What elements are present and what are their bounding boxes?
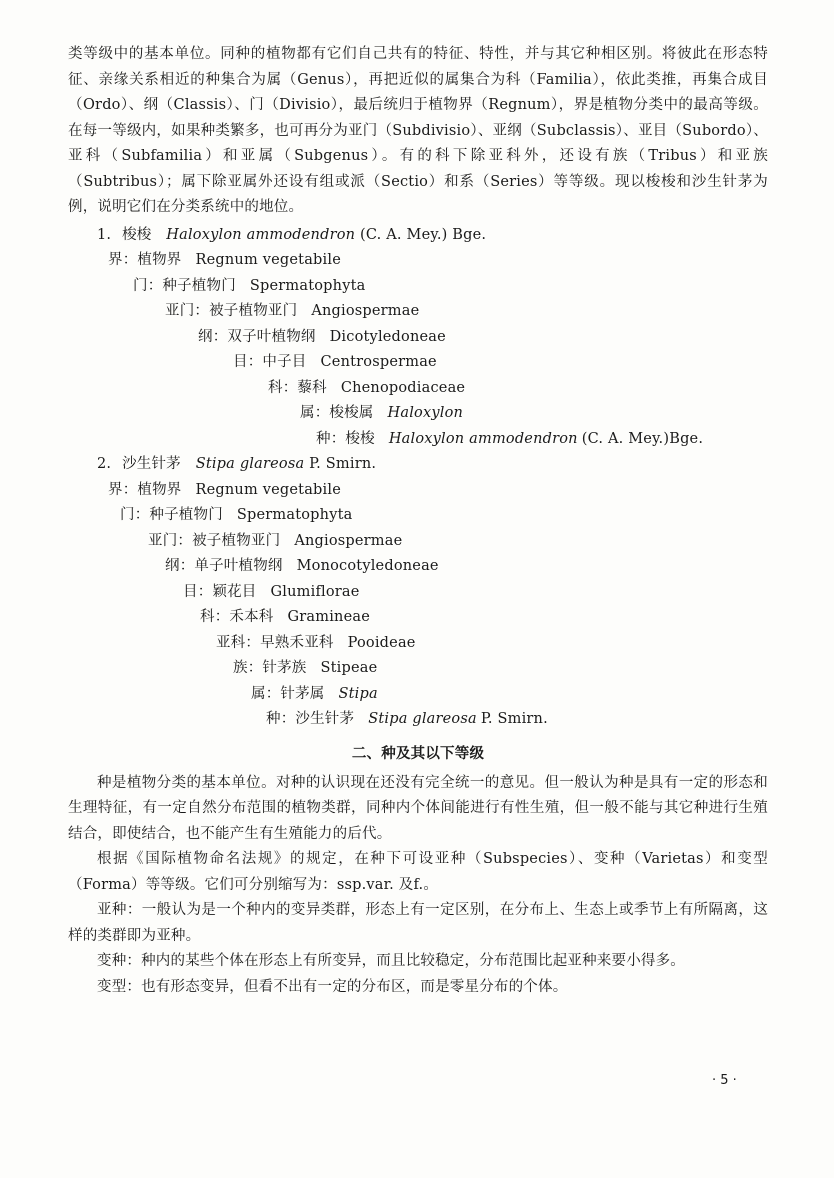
paragraph-species: 种是植物分类的基本单位。对种的认识现在还没有完全统一的意见。但一般认为种是具有一定的形态和生理特征，有一定自然分布范围的植物类群，同种内个体间能进行有性生殖，但一般不能与其它种进行生殖结合，即使结合，也不能产生有生殖能力的后代。: [68, 774, 768, 842]
taxon-rank-line: [68, 427, 768, 453]
rank-latin-name: Angiospermae: [294, 532, 403, 549]
rank-latin-name: Glumiflorae: [270, 583, 360, 600]
paragraph-form: 变型：也有形态变异，但看不出有一定的分布区，而是零星分布的个体。: [97, 978, 568, 995]
rank-latin-name: Chenopodiaceae: [340, 379, 466, 396]
rank-latin-name: Haloxylon: [387, 405, 464, 421]
rank-label: 纲：: [165, 558, 195, 574]
taxon-rank-line: [68, 529, 768, 555]
rank-label: 门：: [120, 507, 150, 523]
rank-latin-name: Stipeae: [320, 660, 378, 676]
rank-label: 属：: [251, 685, 281, 702]
rank-chinese-name: 针茅族: [262, 660, 307, 676]
rank-label: 科：: [268, 379, 298, 396]
rank-chinese-name: 单子叶植物纲: [194, 558, 283, 574]
rank-latin-name: Gramineae: [287, 609, 371, 625]
rank-chinese-name: 针茅属: [280, 685, 325, 702]
body-text: [68, 42, 768, 1000]
rank-latin-name: Centrospermae: [320, 354, 437, 370]
example-1: [68, 223, 768, 453]
rank-label: 目：: [183, 583, 213, 600]
rank-label: 族：: [233, 660, 263, 676]
rank-label: 界：: [108, 481, 138, 498]
rank-chinese-name: 种子植物门: [149, 507, 223, 523]
rank-chinese-name: 植物界: [137, 481, 182, 498]
example-1-hierarchy: [68, 248, 768, 452]
example-2-latin: Stipa glareosa: [195, 456, 305, 472]
taxon-rank-line: [68, 580, 768, 606]
taxon-rank-line: [68, 274, 768, 300]
rank-chinese-name: 种子植物门: [162, 277, 236, 294]
paragraph-subspecies: 亚种：一般认为是一个种内的变异类群，形态上有一定区别，在分布上、生态上或季节上有所隔离，这样的类群即为亚种。: [68, 902, 768, 944]
intro-paragraph: 类等级中的基本单位。同种的植物都有它们自己共有的特征、特性，并与其它种相区别。将彼此在形态特征、亲缘关系相近的种集合为属（Genus），再把近似的属集合为科（Familia），依此类推，再集合成目（Ordo）、纲（Classis）、门（Divisio），最后统归于植物界（Regnum），界是植物分类中的最高等级。在每一等级内，如果种类繁多，也可再分为亚门（Subdivisio）、亚纲（Subclassis）、亚目（Subordo）、亚科（Subfamilia）和亚属（Subgenus）。有的科下除亚科外，还设有族（Tribus）和亚族（Subtribus）；属下除亚属外还设有组或派（Sectio）和系（Series）等等级。现以梭梭和沙生针茅为例，说明它们在分类系统中的地位。: [68, 46, 768, 215]
rank-label: 目：: [233, 354, 263, 370]
rank-chinese-name: 中子目: [262, 354, 307, 370]
example-2-hierarchy: [68, 478, 768, 733]
rank-label: 亚门：: [165, 303, 210, 319]
rank-label: 种：: [266, 711, 296, 727]
rank-chinese-name: 梭梭属: [329, 405, 374, 421]
example-2-number: 2.: [97, 456, 112, 472]
paragraph-infraspecific: 根据《国际植物命名法规》的规定，在种下可设亚种（Subspecies）、变种（Varietas）和变型（Forma）等等级。它们可分别缩写为：ssp.var. 及f.。: [68, 851, 768, 893]
taxon-rank-line: [68, 656, 768, 682]
taxon-rank-line: [68, 682, 768, 708]
example-2-cn: 沙生针茅: [122, 456, 181, 472]
example-1-title: [68, 223, 768, 249]
taxon-rank-line: [68, 299, 768, 325]
rank-latin-name: Dicotyledoneae: [329, 328, 446, 345]
taxon-rank-line: [68, 401, 768, 427]
paragraph-variety: 变种：种内的某些个体在形态上有所变异，而且比较稳定，分布范围比起亚种来要小得多。: [97, 953, 685, 969]
example-1-latin: Haloxylon ammodendron: [166, 226, 356, 243]
rank-chinese-name: 颖花目: [212, 583, 257, 600]
rank-label: 门：: [133, 277, 163, 294]
rank-chinese-name: 被子植物亚门: [192, 532, 281, 549]
rank-label: 属：: [300, 405, 330, 421]
rank-authority: P. Smirn.: [480, 711, 548, 727]
rank-chinese-name: 双子叶植物纲: [227, 328, 316, 345]
rank-latin-name: Spermatophyta: [236, 507, 353, 523]
example-1-authority: (C. A. Mey.) Bge.: [360, 226, 487, 243]
rank-authority: (C. A. Mey.)Bge.: [581, 430, 704, 447]
taxon-rank-line: [68, 376, 768, 402]
example-2: [68, 452, 768, 733]
page-number: · 5 ·: [712, 1073, 737, 1088]
taxon-rank-line: [68, 503, 768, 529]
rank-label: 种：: [316, 430, 346, 447]
taxon-rank-line: [68, 350, 768, 376]
rank-latin-name: Haloxylon ammodendron: [388, 430, 578, 447]
taxon-rank-line: [68, 707, 768, 733]
rank-chinese-name: 梭梭: [345, 430, 375, 447]
rank-chinese-name: 沙生针茅: [295, 711, 355, 727]
rank-latin-name: Stipa: [338, 685, 378, 702]
section-heading: 二、种及其以下等级: [351, 744, 485, 762]
rank-label: 亚门：: [148, 532, 193, 549]
rank-chinese-name: 植物界: [137, 252, 182, 268]
rank-latin-name: Angiospermae: [311, 303, 420, 319]
rank-latin-name: Monocotyledoneae: [296, 558, 439, 574]
rank-latin-name: Stipa glareosa: [368, 711, 477, 727]
rank-label: 纲：: [198, 328, 228, 345]
rank-latin-name: Spermatophyta: [249, 277, 366, 294]
rank-label: 界：: [108, 252, 138, 268]
example-1-number: 1.: [97, 226, 112, 243]
taxon-rank-line: [68, 325, 768, 351]
taxon-rank-line: [68, 631, 768, 657]
example-1-cn: 梭梭: [122, 226, 152, 243]
rank-chinese-name: 早熟禾亚科: [260, 634, 334, 651]
taxon-rank-line: [68, 478, 768, 504]
rank-chinese-name: 禾本科: [229, 609, 274, 625]
rank-latin-name: Regnum vegetabile: [195, 481, 341, 498]
rank-latin-name: Pooideae: [347, 634, 416, 651]
rank-chinese-name: 被子植物亚门: [209, 303, 298, 319]
rank-label: 科：: [200, 609, 230, 625]
example-2-title: [68, 452, 768, 478]
example-2-authority: P. Smirn.: [309, 456, 377, 472]
rank-latin-name: Regnum vegetabile: [195, 252, 341, 268]
rank-label: 亚科：: [216, 634, 261, 651]
taxon-rank-line: [68, 554, 768, 580]
rank-chinese-name: 藜科: [297, 379, 327, 396]
taxon-rank-line: [68, 605, 768, 631]
taxon-rank-line: [68, 248, 768, 274]
